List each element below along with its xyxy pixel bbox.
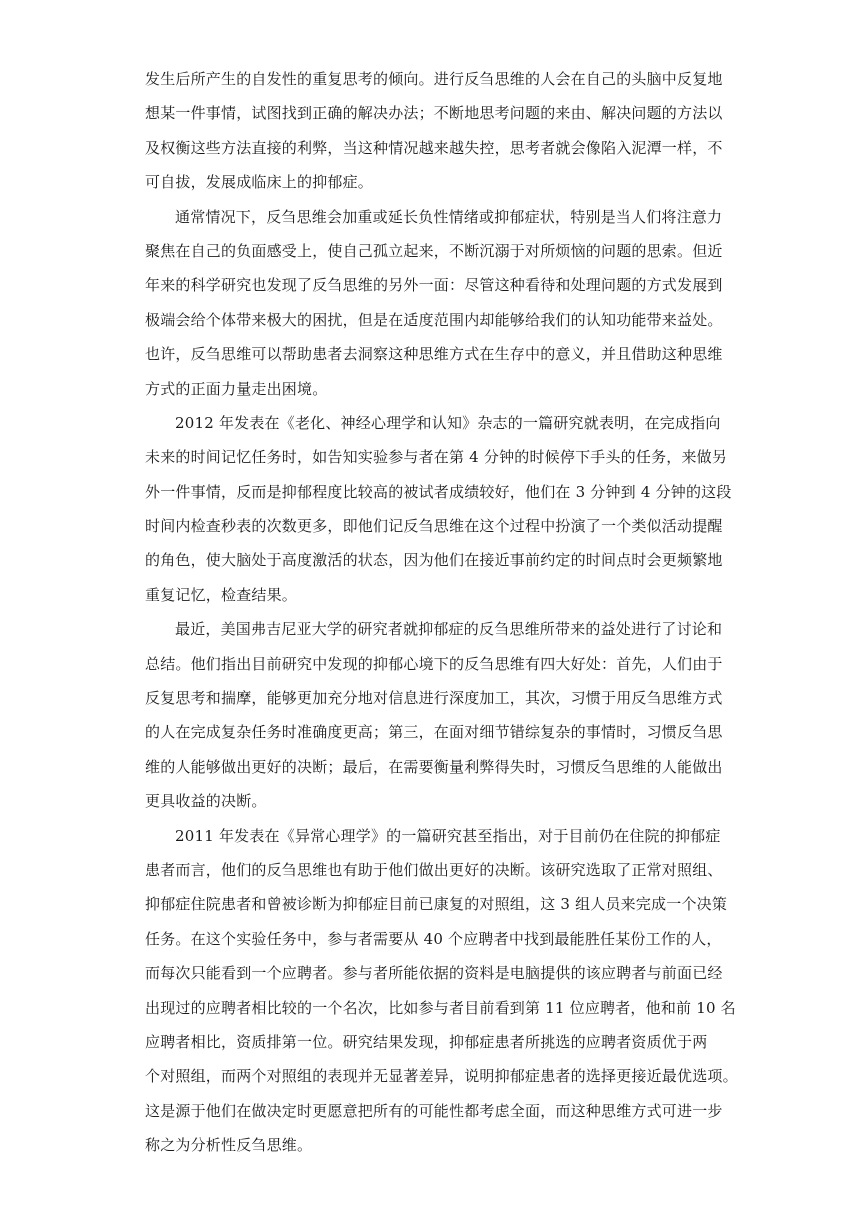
article-body	[145, 62, 738, 1163]
text-line: 想某一件事情，试图找到正确的解决办法；不断地思考问题的来由、解决问题的方法以	[145, 104, 723, 123]
text-line: 极端会给个体带来极大的困扰，但是在适度范围内却能够给我们的认知功能带来益处。	[145, 310, 723, 329]
paragraph	[145, 200, 723, 406]
text-line: 及权衡这些方法直接的利弊，当这种情况越来越失控，思考者就会像陷入泥潭一样，不	[145, 138, 723, 157]
paragraph	[145, 819, 738, 1163]
text-line: 通常情况下，反刍思维会加重或延长负性情绪或抑郁症状，特别是当人们将注意力	[175, 207, 723, 226]
text-line: 总结。他们指出目前研究中发现的抑郁心境下的反刍思维有四大好处：首先，人们由于	[145, 654, 723, 673]
text-line: 维的人能够做出更好的决断；最后，在需要衡量利弊得失时，习惯反刍思维的人能做出	[145, 757, 723, 776]
text-line: 时间内检查秒表的次数更多，即他们记反刍思维在这个过程中扮演了一个类似活动提醒	[145, 517, 723, 536]
text-line: 聚焦在自己的负面感受上，使自己孤立起来，不断沉溺于对所烦恼的问题的思索。但近	[145, 241, 723, 260]
text-line: 2012 年发表在《老化、神经心理学和认知》杂志的一篇研究就表明，在完成指向	[175, 413, 721, 432]
paragraph	[145, 406, 732, 612]
text-line: 年来的科学研究也发现了反刍思维的另外一面：尽管这种看待和处理问题的方式发展到	[145, 276, 723, 295]
text-line: 最近，美国弗吉尼亚大学的研究者就抑郁症的反刍思维所带来的益处进行了讨论和	[175, 620, 723, 639]
text-line: 任务。在这个实验任务中，参与者需要从 40 个应聘者中找到最能胜任某份工作的人，	[145, 929, 722, 948]
text-line: 外一件事情，反而是抑郁程度比较高的被试者成绩较好，他们在 3 分钟到 4 分钟的这段	[145, 482, 732, 501]
text-line: 发生后所产生的自发性的重复思考的倾向。进行反刍思维的人会在自己的头脑中反复地	[145, 70, 723, 88]
text-line: 而每次只能看到一个应聘者。参与者所能依据的资料是电脑提供的该应聘者与前面已经	[145, 964, 723, 983]
text-line: 个对照组，而两个对照组的表现并无显著差异，说明抑郁症患者的选择更接近最优选项。	[145, 1067, 738, 1086]
text-line: 重复记忆，检查结果。	[145, 585, 298, 604]
text-line: 反复思考和揣摩，能够更加充分地对信息进行深度加工，其次，习惯于用反刍思维方式	[145, 689, 723, 708]
text-line: 未来的时间记忆任务时，如告知实验参与者在第 4 分钟的时候停下手头的任务，来做另	[145, 448, 728, 467]
text-line: 方式的正面力量走出困境。	[145, 379, 328, 398]
paragraph	[145, 62, 723, 200]
text-line: 更具收益的决断。	[145, 792, 267, 811]
text-line: 也许，反刍思维可以帮助患者去洞察这种思维方式在生存中的意义，并且借助这种思维	[145, 345, 723, 364]
text-line: 可自拔，发展成临床上的抑郁症。	[145, 173, 374, 192]
text-line: 2011 年发表在《异常心理学》的一篇研究甚至指出，对于目前仍在住院的抑郁症	[175, 826, 721, 845]
text-line: 患者而言，他们的反刍思维也有助于他们做出更好的决断。该研究选取了正常对照组、	[145, 860, 723, 879]
paragraph	[145, 612, 723, 818]
text-line: 出现过的应聘者相比较的一个名次，比如参与者目前看到第 11 位应聘者，他和前 10 名	[145, 998, 736, 1017]
text-line: 称之为分析性反刍思维。	[145, 1136, 313, 1155]
text-line: 的角色，使大脑处于高度激活的状态，因为他们在接近事前约定的时间点时会更频繁地	[145, 551, 723, 570]
text-line: 抑郁症住院患者和曾被诊断为抑郁症目前已康复的对照组，这 3 组人员来完成一个决策	[145, 895, 728, 914]
text-line: 的人在完成复杂任务时准确度更高；第三，在面对细节错综复杂的事情时，习惯反刍思	[145, 723, 723, 742]
text-line: 这是源于他们在做决定时更愿意把所有的可能性都考虑全面，而这种思维方式可进一步	[145, 1101, 723, 1120]
text-line: 应聘者相比，资质排第一位。研究结果发现，抑郁症患者所挑选的应聘者资质优于两	[145, 1032, 708, 1051]
